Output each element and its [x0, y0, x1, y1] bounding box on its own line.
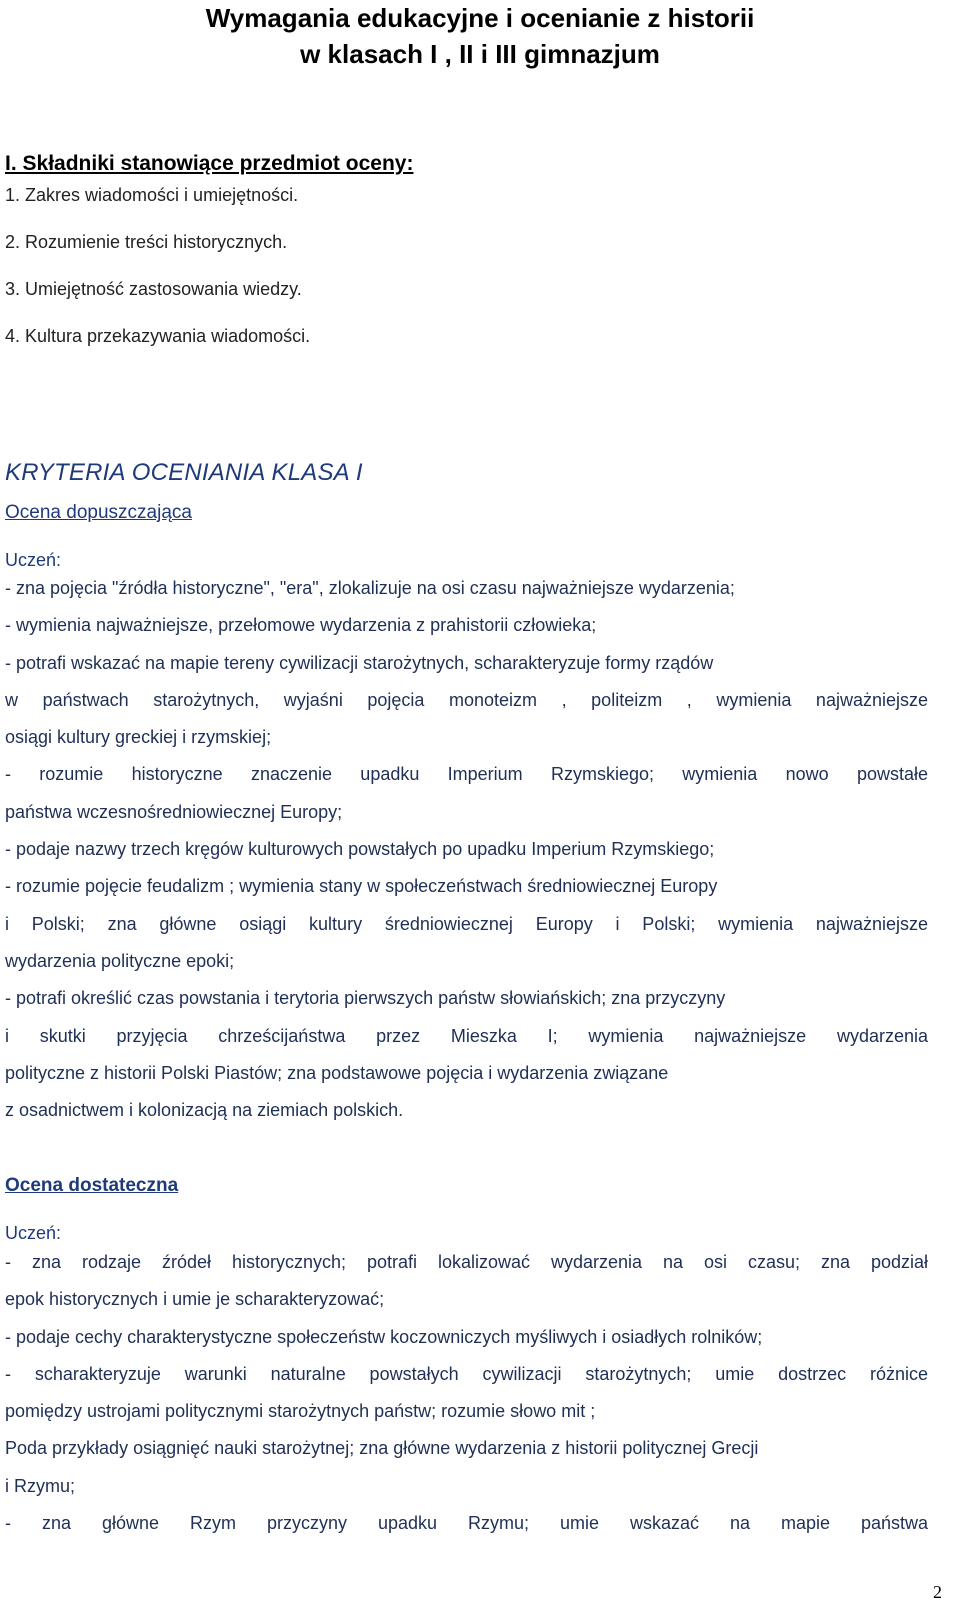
text-line: - zna główne Rzym przyczyny upadku Rzymu; umie wskazać na mapie państwa — [5, 1513, 928, 1534]
text-line: pomiędzy ustrojami politycznymi starożytnych państw; rozumie słowo mit ; — [5, 1401, 596, 1422]
text-line: - podaje nazwy trzech kręgów kulturowych powstałych po upadku Imperium Rzymskiego; — [5, 839, 715, 860]
text-line: osiągi kultury greckiej i rzymskiej; — [5, 727, 272, 748]
uczen-label: Uczeń: — [5, 550, 62, 570]
text-line: polityczne z historii Polski Piastów; zna podstawowe pojęcia i wydarzenia związane — [5, 1062, 669, 1083]
text-line: Poda przykłady osiągnięć nauki starożytnej; zna główne wydarzenia z historii politycznej Grecji — [5, 1438, 759, 1459]
list-item: 3. Umiejętność zastosowania wiedzy. — [5, 279, 302, 299]
text-line: z osadnictwem i kolonizacją na ziemiach polskich. — [5, 1100, 404, 1121]
grade-heading-dopuszczajaca: Ocena dopuszczająca — [5, 502, 192, 523]
text-line: - potrafi określić czas powstania i terytoria pierwszych państw słowiańskich; zna przyczyny — [5, 988, 726, 1009]
paragraph-dostateczna — [5, 1244, 928, 1542]
paragraph-dopuszczajaca — [5, 570, 928, 1129]
text-line: - zna pojęcia "źródła historyczne", "era", zlokalizuje na osi czasu najważniejsze wydarzenia; — [5, 578, 735, 598]
text-line: w państwach starożytnych, wyjaśni pojęcia monoteizm , politeizm , wymienia najważniejsze — [5, 689, 928, 710]
title-line-2: w klasach I , II i III gimnazjum — [300, 39, 660, 69]
list-item: 4. Kultura przekazywania wiadomości. — [5, 326, 311, 346]
grade-heading-dostateczna: Ocena dostateczna — [5, 1175, 179, 1196]
text-line: państwa wczesnośredniowiecznej Europy; — [5, 801, 343, 822]
criteria-list — [5, 180, 310, 368]
page-number: 2 — [933, 1582, 942, 1602]
text-line: - scharakteryzuje warunki naturalne powstałych cywilizacji starożytnych; umie dostrzec różnice — [5, 1363, 928, 1384]
section-heading: I. Składniki stanowiące przedmiot oceny: — [5, 152, 414, 175]
text-line: i skutki przyjęcia chrześcijaństwa przez Mieszka I; wymienia najważniejsze wydarzenia — [5, 1025, 928, 1046]
text-line: - zna rodzaje źródeł historycznych; potrafi lokalizować wydarzenia na osi czasu; zna podział — [5, 1252, 928, 1272]
kryteria-heading: KRYTERIA OCENIANIA KLASA I — [5, 459, 363, 486]
text-line: wydarzenia polityczne epoki; — [5, 950, 235, 971]
list-item: 2. Rozumienie treści historycznych. — [5, 232, 288, 252]
text-line: i Rzymu; — [5, 1475, 76, 1496]
document-title — [0, 0, 960, 72]
text-line: epok historycznych i umie je scharakteryzować; — [5, 1289, 385, 1310]
uczen-label: Uczeń: — [5, 1223, 62, 1243]
text-line: i Polski; zna główne osiągi kultury średniowiecznej Europy i Polski; wymienia najważniejsze — [5, 913, 928, 934]
text-line: - rozumie historyczne znaczenie upadku Imperium Rzymskiego; wymienia nowo powstałe — [5, 764, 928, 785]
text-line: - podaje cechy charakterystyczne społeczeństw koczowniczych myśliwych i osiadłych rolników; — [5, 1326, 763, 1347]
text-line: - rozumie pojęcie feudalizm ; wymienia stany w społeczeństwach średniowiecznej Europy — [5, 876, 718, 897]
text-line: - wymienia najważniejsze, przełomowe wydarzenia z prahistorii człowieka; — [5, 615, 597, 636]
title-line-1: Wymagania edukacyjne i ocenianie z historii — [205, 3, 755, 33]
list-item: 1. Zakres wiadomości i umiejętności. — [5, 185, 299, 205]
text-line: - potrafi wskazać na mapie tereny cywilizacji starożytnych, scharakteryzuje formy rządów — [5, 652, 714, 673]
